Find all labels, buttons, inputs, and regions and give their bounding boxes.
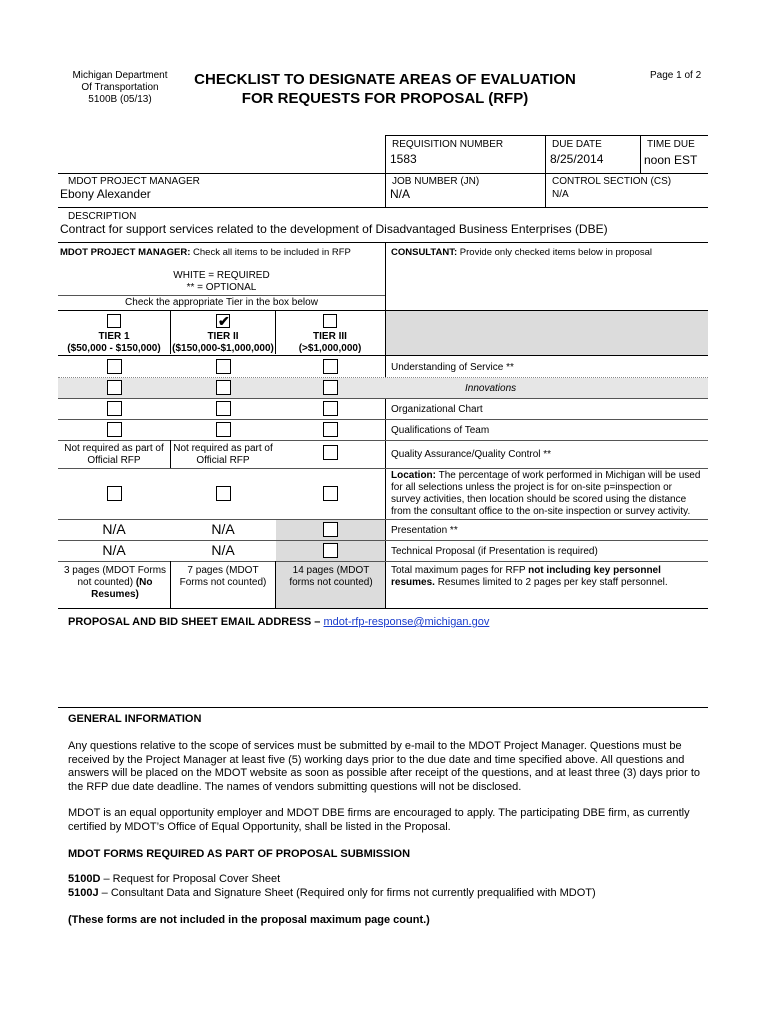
row-6-item: Location: The percentage of work performed in Michigan will be used for all selections unless the project is for on-site p=inspection or survey activities, then location should be scored using the distance from the consultant office to the on-site inspection or survey activity. — [391, 470, 701, 517]
legend-required: WHITE = REQUIRED — [173, 270, 270, 281]
row-4-tier-2-checkbox[interactable] — [216, 422, 231, 437]
row-2-tier-2-checkbox[interactable] — [216, 380, 231, 395]
legend-optional: ** = OPTIONAL — [186, 282, 257, 293]
control-section-label: CONTROL SECTION (CS) — [552, 176, 672, 187]
title-line-2: FOR REQUESTS FOR PROPOSAL (RFP) — [241, 90, 529, 107]
row-5-item: Quality Assurance/Quality Control ** — [391, 449, 552, 460]
row-8-tier-1-na: N/A — [102, 542, 126, 558]
row-border — [58, 419, 708, 420]
row-2-tier-3-checkbox[interactable] — [323, 380, 338, 395]
row-5-tier-1-note: Not required as part of Official RFP — [64, 443, 164, 466]
tier-1-header: TIER 1 ($50,000 - $150,000) — [67, 331, 161, 354]
row-divider — [170, 440, 171, 468]
row-9-tier-3-note: 14 pages (MDOT forms not counted) — [289, 565, 373, 588]
general-paragraph-1: Any questions relative to the scope of services must be submitted by e-mail to the MDOT Project Manager. Questions must be received by the Project Manager at least five (5) working days prior to the due date and time specified above. All questions and answers will be placed on the MDOT website as soon as possible after receipt of the questions, and at least three (3) days prior to the RFP due date deadline. The names of vendors submitting questions will not be disclosed. — [68, 740, 701, 793]
row-8-tier-3-checkbox[interactable] — [323, 543, 338, 558]
row-2-item: Innovations — [465, 383, 517, 394]
time-due-label: TIME DUE — [647, 139, 695, 150]
row-border — [58, 398, 708, 399]
row-6-tier-2-checkbox[interactable] — [216, 486, 231, 501]
row-7-tier-3-checkbox[interactable] — [323, 522, 338, 537]
row-9-item: Total maximum pages for RFP not including key personnel resumes. Resumes limited to 2 pages per key staff personnel. — [391, 565, 668, 588]
row-7-tier-1-na: N/A — [102, 521, 126, 537]
control-section-value: N/A — [552, 189, 569, 200]
tier-2-header: TIER II ($150,000-$1,000,000) — [172, 331, 274, 354]
job-number-value: N/A — [390, 187, 411, 201]
email-link[interactable]: mdot-rfp-response@michigan.gov — [323, 616, 490, 628]
tier-3-checkbox[interactable] — [323, 314, 337, 328]
row-3-tier-3-checkbox[interactable] — [323, 401, 338, 416]
general-heading: GENERAL INFORMATION — [68, 713, 202, 725]
row-6-tier-1-checkbox[interactable] — [107, 486, 122, 501]
tier-instruction: Check the appropriate Tier in the box below — [125, 297, 318, 308]
row-2-tier-1-checkbox[interactable] — [107, 380, 122, 395]
row-1-tier-2-checkbox[interactable] — [216, 359, 231, 374]
form-id: 5100B (05/13) — [88, 94, 152, 105]
row-divider — [275, 561, 276, 608]
manager-value: Ebony Alexander — [60, 187, 151, 201]
tier-3-header: TIER III (>$1,000,000) — [298, 331, 362, 354]
department-subname: Of Transportation — [81, 82, 159, 93]
forms-heading: MDOT FORMS REQUIRED AS PART OF PROPOSAL SUBMISSION — [68, 848, 411, 860]
row-4-tier-3-checkbox[interactable] — [323, 422, 338, 437]
row-9-tier-2-note: 7 pages (MDOT Forms not counted) — [179, 565, 267, 588]
row-3-tier-2-checkbox[interactable] — [216, 401, 231, 416]
general-paragraph-2: MDOT is an equal opportunity employer and MDOT DBE firms are encouraged to apply. The participating DBE firm, as currently certified by MDOT’s Office of Equal Opportunity, shall be listed in the Proposal. — [68, 807, 690, 833]
row-border — [58, 355, 708, 356]
row-7-item: Presentation ** — [391, 525, 458, 536]
requisition-label: REQUISITION NUMBER — [392, 139, 504, 150]
checklist-divider — [385, 242, 386, 608]
row-5-tier-3-checkbox[interactable] — [323, 445, 338, 460]
row-divider — [170, 561, 171, 608]
row-border — [58, 468, 708, 469]
consultant-shaded-cell — [386, 311, 708, 355]
info-divider — [545, 135, 546, 207]
legend-border — [58, 295, 385, 296]
row-4-tier-1-checkbox[interactable] — [107, 422, 122, 437]
manager-instruction: MDOT PROJECT MANAGER: Check all items to be included in RFP — [60, 247, 351, 258]
info-top-border — [385, 135, 708, 136]
form-item: 5100D – Request for Proposal Cover Sheet — [68, 873, 281, 885]
description-value: Contract for support services related to the development of Disadvantaged Business Enterprises (DBE) — [60, 222, 608, 236]
page-number: Page 1 of 2 — [650, 70, 702, 81]
forms-list — [68, 873, 596, 900]
consultant-instruction: CONSULTANT: Provide only checked items below in proposal — [391, 247, 652, 258]
row-8-tier-2-na: N/A — [211, 542, 235, 558]
row-2-shading — [58, 378, 708, 398]
job-number-label: JOB NUMBER (JN) — [392, 176, 480, 187]
checklist-bottom-border — [58, 608, 708, 609]
row-3-item: Organizational Chart — [391, 404, 483, 415]
row-1-tier-1-checkbox[interactable] — [107, 359, 122, 374]
due-date-value: 8/25/2014 — [550, 152, 604, 166]
email-label: PROPOSAL AND BID SHEET EMAIL ADDRESS – — [68, 616, 324, 628]
info-divider — [385, 173, 386, 207]
row-8-item: Technical Proposal (if Presentation is required) — [391, 546, 598, 557]
description-label: DESCRIPTION — [68, 211, 137, 222]
tier-1-checkbox[interactable] — [107, 314, 121, 328]
info-divider — [385, 135, 386, 173]
department-block — [58, 70, 182, 106]
page-title — [180, 70, 590, 108]
forms-footnote: (These forms are not included in the proposal maximum page count.) — [68, 914, 430, 926]
due-date-label: DUE DATE — [552, 139, 602, 150]
info-row-border — [58, 173, 708, 174]
form-item: 5100J – Consultant Data and Signature Sheet (Required only for firms not currently prequalified with MDOT) — [68, 886, 596, 899]
requisition-value: 1583 — [390, 152, 417, 166]
row-1-item: Understanding of Service ** — [391, 362, 514, 373]
row-7-tier-2-na: N/A — [211, 521, 235, 537]
row-6-tier-3-checkbox[interactable] — [323, 486, 338, 501]
tier-2-checkbox[interactable] — [216, 314, 230, 328]
manager-label: MDOT PROJECT MANAGER — [68, 176, 200, 187]
department-name: Michigan Department — [72, 70, 168, 81]
legend — [58, 270, 385, 294]
general-top-border — [58, 707, 708, 708]
time-due-value: noon EST — [644, 153, 698, 167]
title-line-1: CHECKLIST TO DESIGNATE AREAS OF EVALUATION — [194, 71, 576, 88]
row-border — [58, 440, 708, 441]
row-9-tier-1-note: 3 pages (MDOT Forms not counted) (No Resumes) — [63, 565, 167, 600]
info-divider — [640, 135, 641, 173]
row-1-tier-3-checkbox[interactable] — [323, 359, 338, 374]
info-row-border — [58, 207, 708, 208]
row-3-tier-1-checkbox[interactable] — [107, 401, 122, 416]
general-body — [68, 740, 708, 834]
row-4-item: Qualifications of Team — [391, 425, 490, 436]
checklist-top-border — [58, 242, 708, 243]
row-5-tier-2-note: Not required as part of Official RFP — [173, 443, 273, 466]
email-section — [68, 616, 489, 628]
